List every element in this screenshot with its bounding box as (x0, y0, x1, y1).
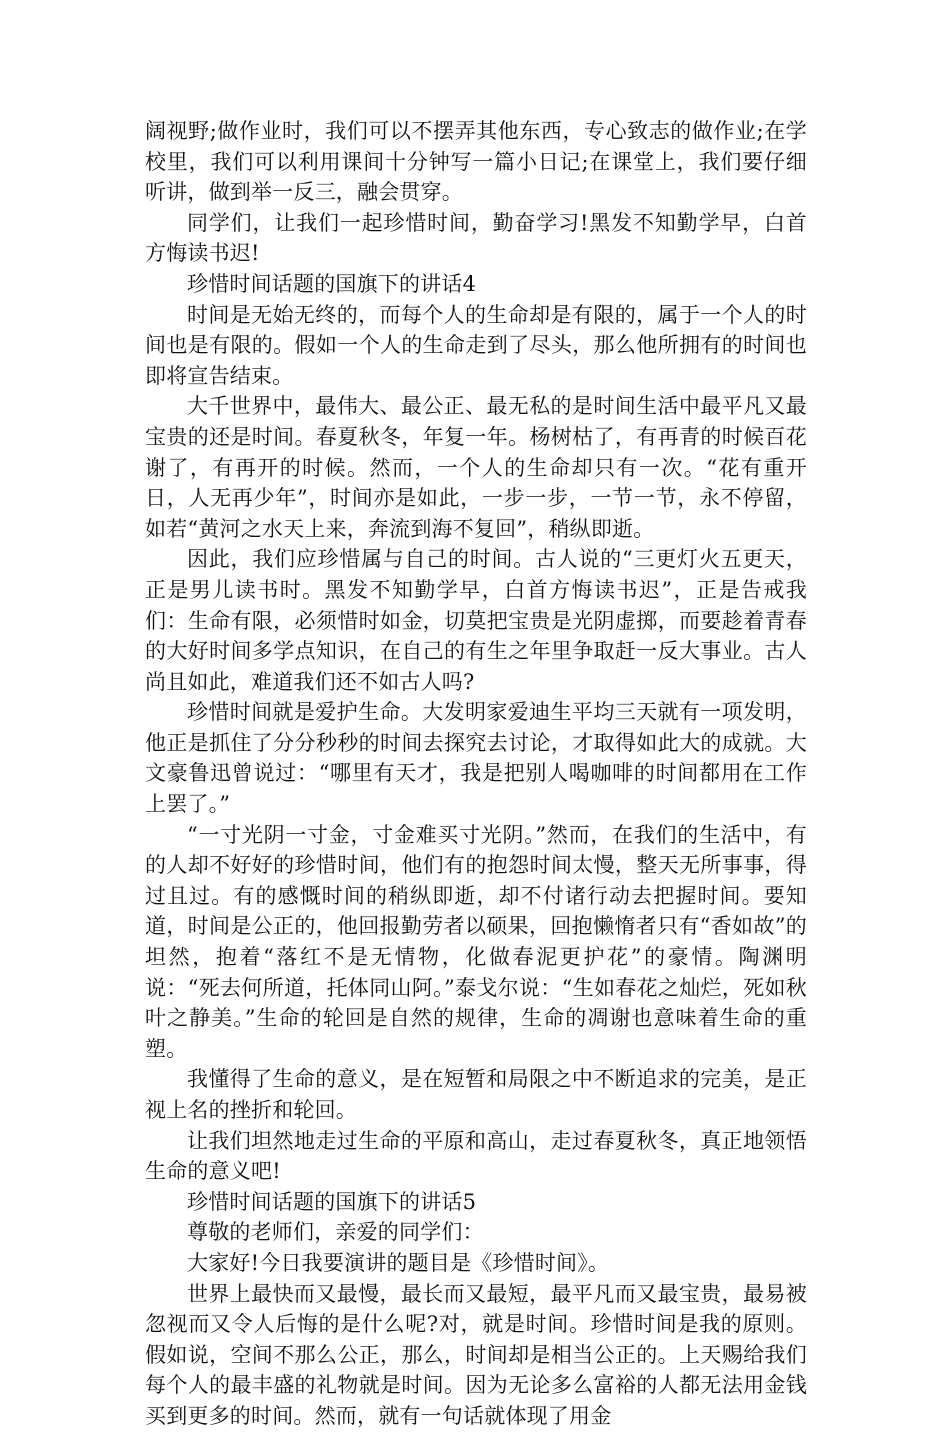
paragraph: 我懂得了生命的意义，是在短暂和局限之中不断追求的完美，是正视上名的挫折和轮回。 (145, 1067, 807, 1122)
paragraph: 因此，我们应珍惜属与自己的时间。古人说的“三更灯火五更天，正是男儿读书时。黑发不知勤学早，白首方悔读书迟”，正是告戒我们：生命有限，必须惜时如金，切莫把宝贵是光阴虚掷，而要趁着青春的大好时间多学点知识，在自己的有生之年里争取赶一反大事业。古人尚且如此，难道我们还不如古人吗? (145, 547, 807, 694)
paragraph: 阔视野;做作业时，我们可以不摆弄其他东西，专心致志的做作业;在学校里，我们可以利用课间十分钟写一篇小日记;在课堂上，我们要仔细听讲，做到举一反三，融会贯穿。 (145, 119, 807, 205)
section-heading: 珍惜时间话题的国旗下的讲话5 (187, 1189, 477, 1214)
paragraph: 同学们，让我们一起珍惜时间，勤奋学习!黑发不知勤学早，白首方悔读书迟! (145, 210, 807, 266)
document-page (145, 116, 807, 1432)
paragraph: 世界上最快而又最慢，最长而又最短，最平凡而又最宝贵，最易被忽视而又令人后悔的是什么呢?对，就是时间。珍惜时间是我的原则。假如说，空间不那么公正，那么，时间却是相当公正的。上天赐给我们每个人的最丰盛的礼物就是时间。因为无论多么富裕的人都无法用金钱买到更多的时间。然而，就有一句话就体现了用金 (145, 1281, 807, 1428)
paragraph: 时间是无始无终的，而每个人的生命却是有限的，属于一个人的时间也是有限的。假如一个人的生命走到了尽头，那么他所拥有的时间也即将宣告结束。 (145, 302, 807, 388)
paragraph: “一寸光阴一寸金，寸金难买寸光阴。”然而，在我们的生活中，有的人却不好好的珍惜时间，他们有的抱怨时间太慢，整天无所事事，得过且过。有的感慨时间的稍纵即逝，却不付诸行动去把握时间。要知道，时间是公正的，他回报勤劳者以硕果，回抱懒惰者只有“香如故”的坦然，抱着“落红不是无情物，化做春泥更护花”的豪情。陶渊明说：“死去何所道，托体同山阿。”泰戈尔说：“生如春花之灿烂，死如秋叶之静美。”生命的轮回是自然的规律，生命的凋谢也意味着生命的重塑。 (145, 822, 807, 1061)
salutation: 尊敬的老师们，亲爱的同学们： (187, 1220, 484, 1245)
paragraph: 珍惜时间就是爱护生命。大发明家爱迪生平均三天就有一项发明，他正是抓住了分分秒秒的时间去探究去讨论，才取得如此大的成就。大文豪鲁迅曾说过：“哪里有天才，我是把别人喝咖啡的时间都用在工作上罢了。” (145, 700, 807, 817)
section-heading: 珍惜时间话题的国旗下的讲话4 (187, 271, 477, 296)
paragraph: 大千世界中，最伟大、最公正、最无私的是时间生活中最平凡又最宝贵的还是时间。春夏秋冬，年复一年。杨树枯了，有再青的时候百花谢了，有再开的时候。然而，一个人的生命却只有一次。“花有重开日，人无再少年”，时间亦是如此，一步一步，一节一节，永不停留，如若“黄河之水天上来，奔流到海不复回”，稍纵即逝。 (145, 394, 807, 541)
paragraph: 让我们坦然地走过生命的平原和高山，走过春夏秋冬，真正地领悟生命的意义吧! (145, 1128, 807, 1184)
paragraph: 大家好!今日我要演讲的题目是《珍惜时间》。 (187, 1250, 610, 1275)
